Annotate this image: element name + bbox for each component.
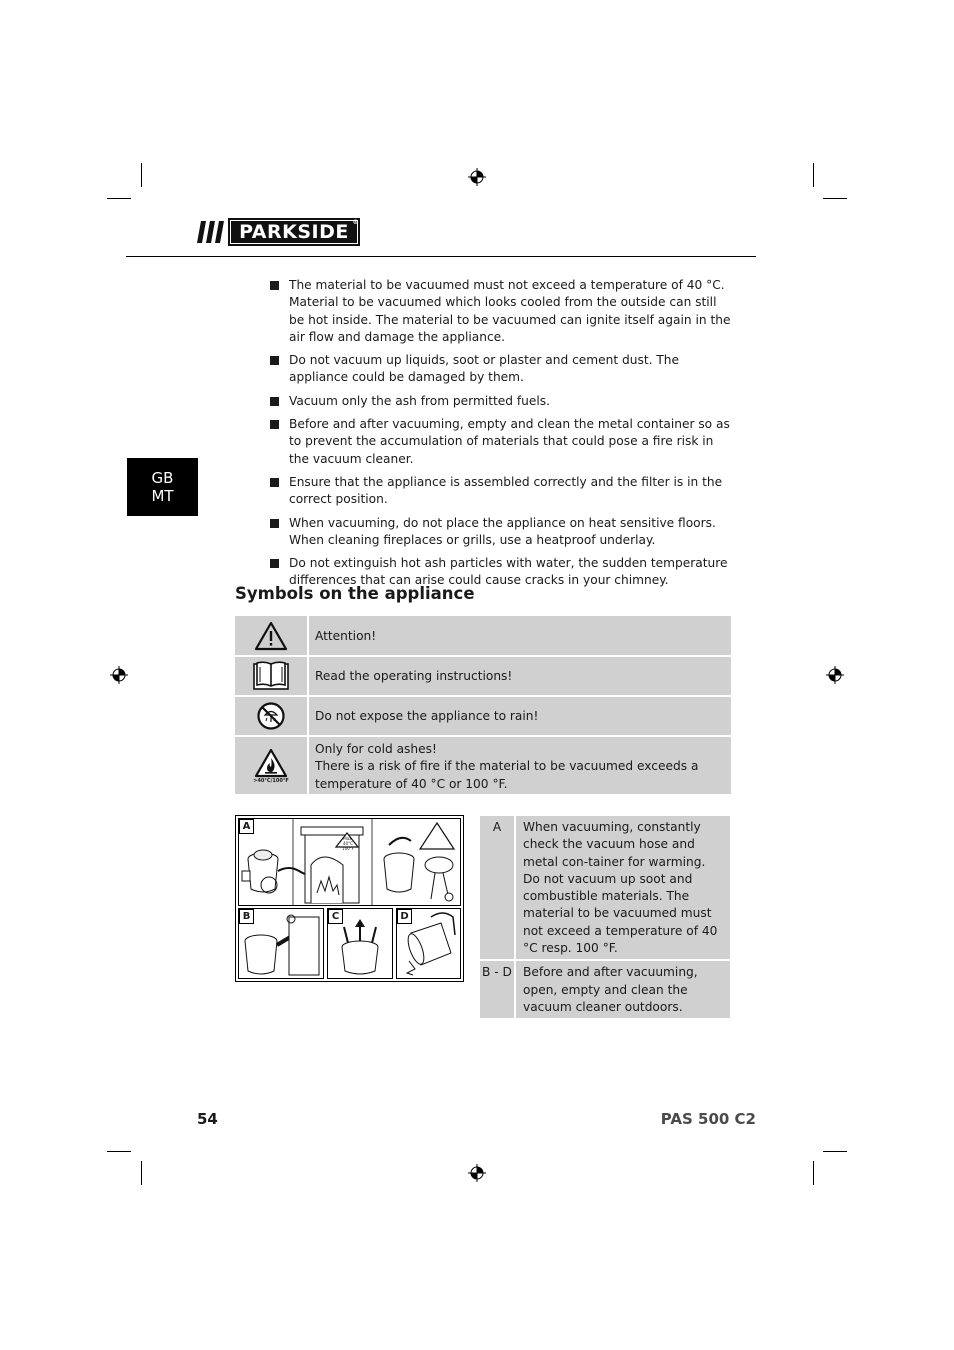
- brand-registered-mark: ®: [352, 219, 359, 226]
- parkside-logo: [197, 218, 360, 246]
- registration-mark-icon: [110, 666, 128, 684]
- crop-mark: [141, 163, 142, 187]
- registration-mark-icon: [826, 666, 844, 684]
- sign-text-line: Max.: [343, 836, 353, 841]
- panel-label: B: [239, 909, 254, 924]
- bullet-square-icon: [270, 397, 279, 406]
- bullet-text: Before and after vacuuming, empty and clean the metal container so as to prevent the accumulation of materials that could pose a fire risk in the vacuum cleaner.: [289, 417, 730, 466]
- table-row: [235, 616, 731, 655]
- symbol-description: [315, 737, 731, 793]
- language-tab: [127, 458, 198, 516]
- crop-mark: [813, 163, 814, 187]
- book-icon: [252, 661, 290, 691]
- row-text: Before and after vacuuming, open, empty and clean the vacuum cleaner outdoors.: [523, 965, 698, 1014]
- illustration-panel-b: [238, 908, 324, 979]
- symbol-text: Read the operating instructions!: [315, 669, 513, 683]
- table-row: [235, 657, 731, 695]
- bullet-text: Do not extinguish hot ash particles with water, the sudden temperature differences that can arise could cause cracks in your chimney.: [289, 556, 728, 588]
- bullet-square-icon: [270, 519, 279, 528]
- fireplace-vacuum-drawing: [239, 819, 460, 905]
- language-code-gb: GB: [151, 469, 174, 487]
- sign-text-line: 100°F: [342, 846, 354, 851]
- bullet-square-icon: [270, 559, 279, 568]
- symbol-cell: [235, 657, 309, 695]
- bullet-text: Vacuum only the ash from permitted fuels.: [289, 393, 551, 408]
- symbol-text: There is a risk of fire if the material to be vacuumed exceeds a temperature of 40 °C or 100 °F.: [315, 759, 699, 791]
- no-rain-icon: [256, 701, 286, 731]
- symbols-table: [235, 616, 731, 796]
- symbol-text: Attention!: [315, 629, 377, 643]
- symbol-description: [315, 657, 731, 685]
- symbol-description: [315, 697, 731, 725]
- empty-container-drawing: [397, 909, 460, 978]
- language-code-mt: MT: [151, 487, 174, 505]
- illustration-description-table: [480, 816, 730, 1020]
- table-row: [235, 737, 731, 794]
- row-key: A: [480, 816, 516, 959]
- bullet-text: The material to be vacuumed must not exceed a temperature of 40 °C. Material to be vacuumed which looks cooled from the outside can still be hot inside. The material to be vacuumed can ignite itself again in the air flow and damage the appliance.: [289, 278, 731, 344]
- illustration-panel-a: [238, 818, 461, 906]
- illustration-panel-c: [327, 908, 393, 979]
- list-item: [270, 393, 732, 410]
- panel-label: A: [239, 819, 254, 834]
- table-row: [480, 816, 730, 959]
- usage-illustration: [235, 815, 464, 982]
- temperature-caption: >40°C/100°F: [253, 777, 289, 784]
- open-container-drawing: [239, 909, 323, 978]
- flame-warning-icon: [254, 748, 288, 778]
- panel-label: C: [328, 909, 343, 924]
- symbol-description: [315, 616, 731, 645]
- warning-triangle-icon: [254, 621, 288, 651]
- crop-mark: [813, 1161, 814, 1185]
- symbol-text: Do not expose the appliance to rain!: [315, 709, 539, 723]
- panel-label: D: [397, 909, 412, 924]
- safety-bullet-list: [270, 277, 732, 596]
- bullet-square-icon: [270, 478, 279, 487]
- crop-mark: [107, 198, 131, 199]
- bullet-square-icon: [270, 420, 279, 429]
- sign-text: [337, 836, 359, 851]
- sign-text-line: 40°C: [343, 841, 353, 846]
- model-name: PAS 500 C2: [660, 1110, 756, 1128]
- section-title: Symbols on the appliance: [235, 584, 475, 603]
- bullet-text: When vacuuming, do not place the appliance on heat sensitive floors. When cleaning fireplaces or grills, use a heatproof underlay.: [289, 515, 716, 547]
- list-item: [270, 352, 732, 387]
- list-item: [270, 416, 732, 468]
- row-key: B - D: [480, 961, 516, 1018]
- table-row: [235, 697, 731, 735]
- logo-wordmark: [228, 218, 360, 246]
- list-item: [270, 474, 732, 509]
- bullet-text: Ensure that the appliance is assembled correctly and the filter is in the correct position.: [289, 474, 723, 507]
- remove-filter-drawing: [328, 909, 392, 978]
- list-item: [270, 277, 732, 346]
- list-item: [270, 515, 732, 550]
- crop-mark: [823, 198, 847, 199]
- table-row: [480, 961, 730, 1018]
- symbol-cell: [235, 697, 309, 735]
- crop-mark: [141, 1161, 142, 1185]
- bullet-square-icon: [270, 356, 279, 365]
- crop-mark: [107, 1151, 131, 1152]
- registration-mark-icon: [468, 168, 486, 186]
- crop-mark: [823, 1151, 847, 1152]
- symbol-cell: [235, 616, 309, 655]
- brand-name: PARKSIDE: [239, 221, 349, 243]
- illustration-panel-d: [396, 908, 461, 979]
- header-rule: [126, 256, 756, 257]
- bullet-square-icon: [270, 281, 279, 290]
- logo-slashes-icon: [197, 218, 227, 246]
- symbol-cell: [235, 737, 309, 794]
- registration-mark-icon: [468, 1164, 486, 1182]
- row-text: When vacuuming, constantly check the vacuum hose and metal con-tainer for warming. Do not vacuum up soot and combustible materials. The material to be vacuumed must not exceed a temperature of 40 °C resp. 100 °F.: [523, 820, 718, 956]
- bullet-text: Do not vacuum up liquids, soot or plaster and cement dust. The appliance could be damaged by them.: [289, 353, 680, 385]
- page-number: 54: [197, 1110, 218, 1128]
- symbol-text: Only for cold ashes!: [315, 742, 437, 756]
